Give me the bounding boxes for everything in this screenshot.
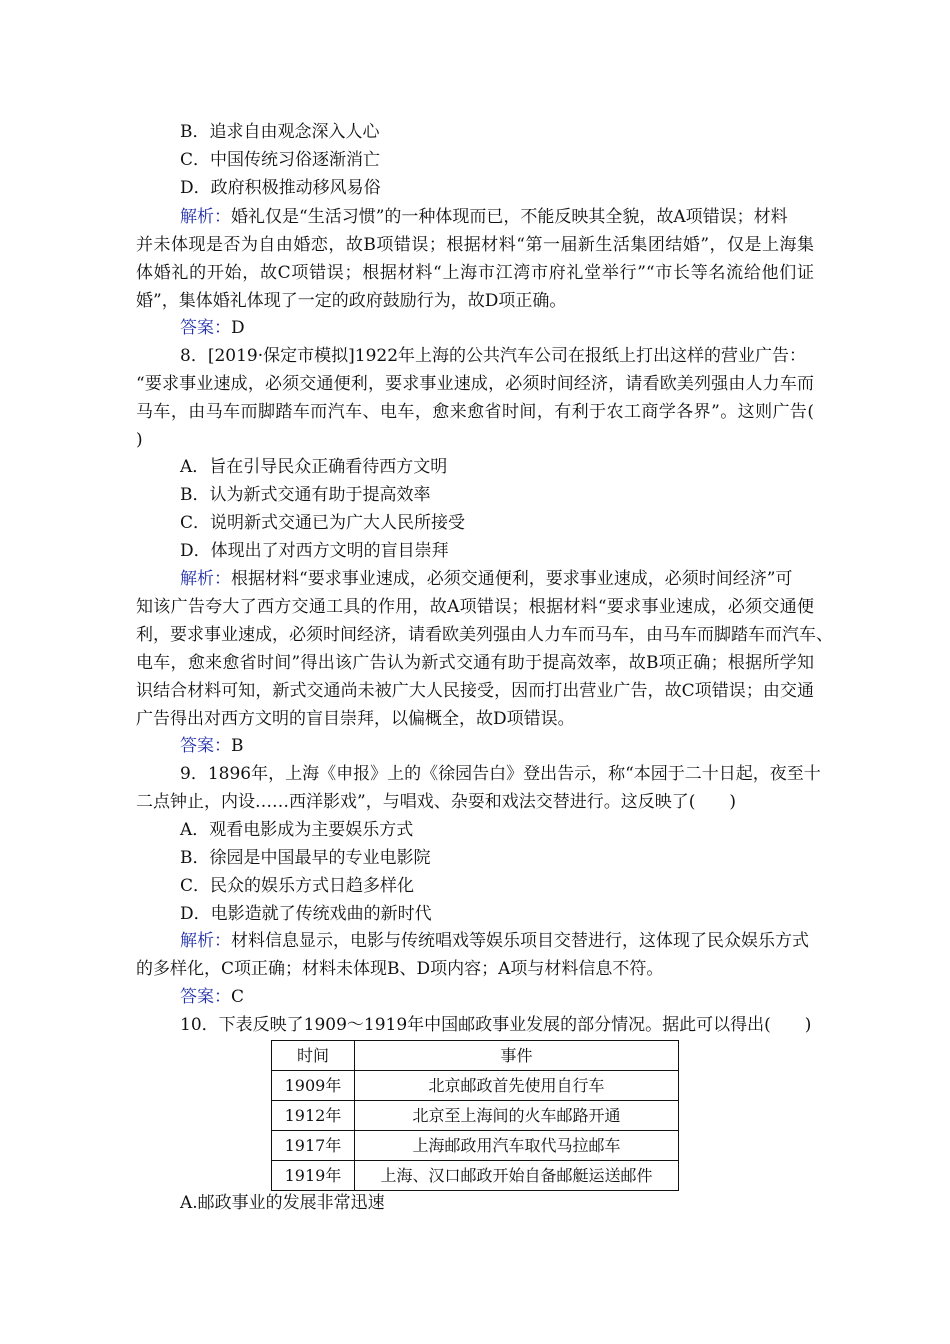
q7-answer: [180, 317, 245, 339]
q8-analysis-line: 电车，愈来愈省时间”得出该广告认为新式交通有助于提高效率，故B项正确；根据所学知: [136, 653, 814, 673]
q8-option-b: B．认为新式交通有助于提高效率: [180, 485, 431, 505]
q8-analysis-line: 识结合材料可知，新式交通尚未被广大人民接受，因而打出营业广告，故C项错误；由交通: [136, 681, 814, 701]
table-cell-year: 1917年: [272, 1131, 355, 1161]
q8-analysis-line: 广告得出对西方文明的盲目崇拜，以偏概全，故D项错误。: [136, 709, 575, 729]
q8-option-d: D．体现出了对西方文明的盲目崇拜: [180, 541, 449, 561]
answer-value: B: [231, 736, 244, 756]
analysis-text: 根据材料“要求事业速成，必须交通便利，要求事业速成，必须时间经济”可: [231, 569, 793, 589]
q9-stem-line: 9．1896年，上海《申报》上的《徐园告白》登出告示，称“本园于二十日起，夜至十: [180, 764, 821, 784]
analysis-label: 解析：: [180, 931, 231, 951]
q8-analysis-line: 知该广告夸大了西方交通工具的作用，故A项错误；根据材料“要求事业速成，必须交通便: [136, 597, 814, 617]
q9-stem-line: 二点钟止，内设……西洋影戏”，与唱戏、杂耍和戏法交替进行。这反映了( ): [136, 792, 736, 812]
analysis-label: 解析：: [180, 569, 231, 589]
q8-option-a: A．旨在引导民众正确看待西方文明: [180, 457, 448, 477]
q7-option-c: C．中国传统习俗逐渐消亡: [180, 150, 381, 170]
table-cell-event: 上海邮政用汽车取代马拉邮车: [355, 1131, 679, 1161]
q9-option-c: C．民众的娱乐方式日趋多样化: [180, 876, 415, 896]
table-header-cell: 时间: [272, 1041, 355, 1071]
answer-value: C: [231, 987, 245, 1007]
q8-stem-line: ): [136, 430, 143, 450]
q8-answer: [180, 735, 244, 757]
q8-option-c: C．说明新式交通已为广大人民所接受: [180, 513, 466, 533]
table-cell-year: 1919年: [272, 1161, 355, 1191]
q8-stem-line: 马车，由马车而脚踏车而汽车、电车，愈来愈省时间，有利于农工商学各界”。这则广告(: [136, 402, 814, 422]
answer-label: 答案：: [180, 318, 231, 338]
answer-label: 答案：: [180, 736, 231, 756]
analysis-text: 材料信息显示，电影与传统唱戏等娱乐项目交替进行，这体现了民众娱乐方式: [231, 931, 809, 951]
q8-analysis-line: 利，要求事业速成，必须时间经济，请看欧美列强由人力车而马车，由马车而脚踏车而汽车、: [136, 625, 833, 645]
q8-analysis-first-line: [180, 568, 792, 590]
q7-option-b: B．追求自由观念深入人心: [180, 122, 380, 142]
q10-stem: 10．下表反映了1909～1919年中国邮政事业发展的部分情况。据此可以得出( ): [180, 1015, 812, 1035]
q7-analysis-first-line: [180, 206, 788, 228]
table-row: [272, 1101, 679, 1131]
q9-option-a: A．观看电影成为主要娱乐方式: [180, 820, 414, 840]
table-row: [272, 1161, 679, 1191]
q9-analysis-first-line: [180, 930, 809, 952]
q7-analysis-line: 体婚礼的开始，故C项错误；根据材料“上海市江湾市府礼堂举行”“市长等名流给他们证: [136, 263, 814, 283]
q8-stem-line: “要求事业速成，必须交通便利，要求事业速成，必须时间经济，请看欧美列强由人力车而: [136, 374, 814, 394]
table-row: [272, 1071, 679, 1101]
q8-stem-line: 8．[2019·保定市模拟]1922年上海的公共汽车公司在报纸上打出这样的营业广告：: [180, 346, 807, 366]
table-cell-event: 上海、汉口邮政开始自备邮艇运送邮件: [355, 1161, 679, 1191]
q9-option-b: B．徐园是中国最早的专业电影院: [180, 848, 431, 868]
answer-label: 答案：: [180, 987, 231, 1007]
q9-option-d: D．电影造就了传统戏曲的新时代: [180, 904, 432, 924]
analysis-text: 婚礼仅是“生活习惯”的一种体现而已，不能反映其全貌，故A项错误；材料: [231, 207, 788, 227]
q7-analysis-line: 婚”，集体婚礼体现了一定的政府鼓励行为，故D项正确。: [136, 291, 567, 311]
table-header-cell: 事件: [355, 1041, 679, 1071]
q7-option-d: D．政府积极推动移风易俗: [180, 178, 381, 198]
postal-history-table: [271, 1040, 679, 1191]
q10-option-a: A.邮政事业的发展非常迅速: [180, 1193, 385, 1213]
analysis-label: 解析：: [180, 207, 231, 227]
table-header-row: [272, 1041, 679, 1071]
table-cell-year: 1912年: [272, 1101, 355, 1131]
q9-analysis-line: 的多样化，C项正确；材料未体现B、D项内容；A项与材料信息不符。: [136, 959, 664, 979]
table-cell-event: 北京至上海间的火车邮路开通: [355, 1101, 679, 1131]
q7-analysis-line: 并未体现是否为自由婚恋，故B项错误；根据材料“第一届新生活集团结婚”，仅是上海集: [136, 235, 814, 255]
table-cell-event: 北京邮政首先使用自行车: [355, 1071, 679, 1101]
table-cell-year: 1909年: [272, 1071, 355, 1101]
q9-answer: [180, 986, 244, 1008]
table-row: [272, 1131, 679, 1161]
answer-value: D: [231, 318, 245, 338]
